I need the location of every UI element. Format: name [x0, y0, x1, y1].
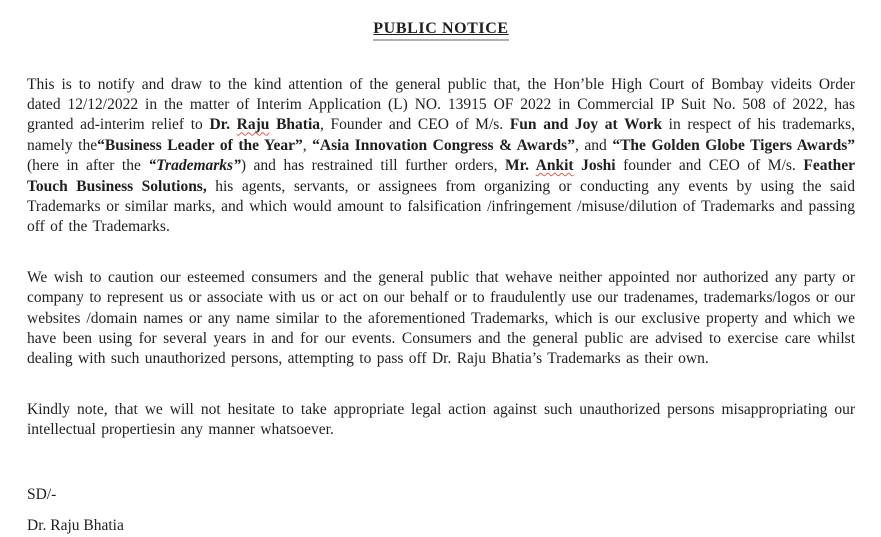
notice-body: [27, 75, 855, 441]
text-run: Kindly note, that we will not hesitate to take appropriate legal action against such unauthorized persons misappropriating our intellectual propertiesin any manner whatsoever.: [27, 400, 855, 439]
text-run: “Business Leader of the Year”: [97, 136, 303, 154]
text-run: ) and has restrained till further orders,: [240, 157, 505, 175]
misspelled-word: Raju: [236, 116, 270, 134]
text-run: in respect of his trademarks, namely the: [27, 116, 855, 154]
text-run: This is to notify and draw to the kind attention of the general public that, the Hon’ble High Court of Bombay videits Order dated 12/12/2022 in the matter of Interim Application (L) NO. 13915 OF 2022 in Commercial IP Suit No. 508 of 2022, has granted ad-interim relief to: [27, 75, 855, 134]
text-run: (here in after the: [27, 157, 149, 175]
opening-paragraph: [27, 75, 855, 238]
signature-block: [27, 485, 855, 537]
text-run: , and: [574, 136, 613, 154]
misspelled-word: Ankit: [535, 157, 574, 175]
text-run: “Trademarks”: [148, 157, 241, 175]
text-run: Dr.: [209, 116, 237, 134]
text-run: Joshi: [573, 157, 616, 175]
text-run: Bhatia: [269, 116, 320, 134]
notice-title: PUBLIC NOTICE: [373, 20, 508, 41]
text-run: Feather Touch Business Solutions,: [27, 157, 855, 195]
text-run: his agents, servants, or assignees from organizing or conducting any events by using the said Trademarks or similar marks, and which would amount to falsification /infringement /misuse/dilution of Trademarks and passing off of the Trademarks.: [27, 177, 855, 236]
signatory-name: Dr. Raju Bhatia: [27, 517, 124, 535]
text-run: Mr.: [505, 157, 536, 175]
title-row: [27, 20, 855, 41]
legal-action-paragraph: [27, 400, 855, 441]
text-run: “The Golden Globe Tigers Awards”: [612, 136, 855, 154]
caution-paragraph: [27, 268, 855, 370]
text-run: , Founder and CEO of M/s.: [320, 116, 510, 134]
text-run: Fun and Joy at Work: [509, 116, 662, 134]
text-run: We wish to caution our esteemed consumers and the general public that wehave neither appointed nor authorized any party or company to represent us or associate with us or act on our behalf or to fraudulently use our tradenames, trademarks/logos or our websites /domain names or any name similar to the aforementioned Trademarks, which is our exclusive property and which we have been using for several years in and for our events. Consumers and the general public are advised to exercise care whilst dealing with such unauthorized persons, attempting to pass off Dr. Raju Bhatia’s Trademarks as their own.: [27, 268, 855, 368]
text-run: ,: [302, 136, 313, 154]
signature-sd-line: SD/-: [27, 485, 57, 503]
text-run: “Asia Innovation Congress & Awards”: [312, 136, 575, 154]
text-run: founder and CEO of M/s.: [615, 157, 804, 175]
